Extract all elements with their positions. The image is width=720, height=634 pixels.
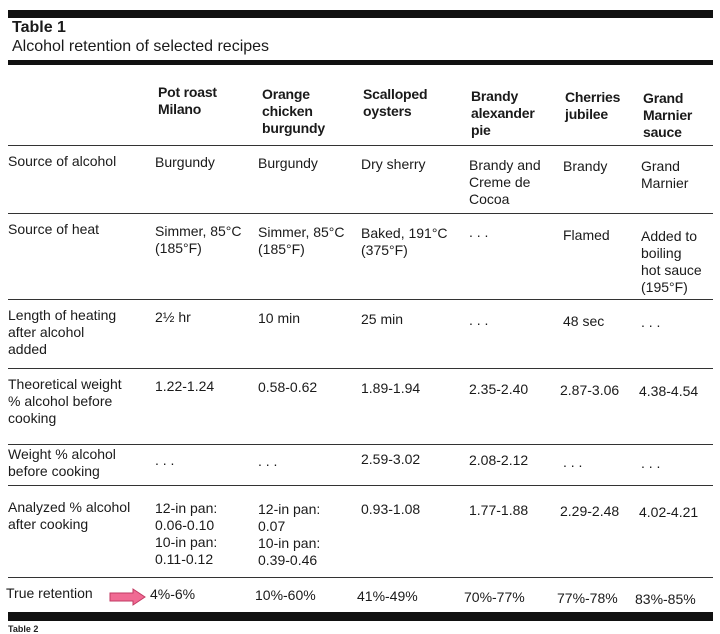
cell-source-alcohol-cherries: Brandy	[563, 158, 608, 174]
row-separator	[8, 213, 713, 214]
cell-weight-before-grand-marnier: . . .	[641, 455, 661, 471]
row-separator	[8, 368, 713, 369]
cell-theoretical-grand-marnier: 4.38-4.54	[639, 383, 699, 399]
cell-theoretical-pot-roast: 1.22-1.24	[155, 378, 215, 394]
cell-analyzed-orange-chicken: 12-in pan: 0.07 10-in pan: 0.39-0.46	[258, 501, 321, 568]
col-header-scalloped-oysters: Scalloped oysters	[363, 86, 428, 119]
cell-length-heating-orange-chicken: 10 min	[258, 310, 301, 326]
cell-source-alcohol-brandy-pie: Brandy and Creme de Cocoa	[469, 157, 541, 207]
row-label-source-alcohol: Source of alcohol	[8, 153, 117, 169]
cell-retention-pot-roast: 4%-6%	[150, 586, 196, 602]
cell-weight-before-cherries: . . .	[563, 454, 583, 470]
caption-rule	[8, 60, 713, 65]
table-caption: Alcohol retention of selected recipes	[12, 38, 270, 55]
row-label-analyzed-after: Analyzed % alcohol after cooking	[8, 499, 131, 532]
cell-retention-cherries: 77%-78%	[557, 590, 618, 606]
cell-length-heating-scalloped: 25 min	[361, 311, 404, 327]
cell-length-heating-brandy-pie: . . .	[469, 312, 489, 328]
row-separator	[8, 444, 713, 445]
cell-length-heating-pot-roast: 2½ hr	[155, 309, 191, 325]
cell-retention-grand-marnier: 83%-85%	[635, 591, 696, 607]
cell-source-alcohol-scalloped: Dry sherry	[361, 156, 426, 172]
cell-analyzed-brandy-pie: 1.77-1.88	[469, 502, 529, 518]
top-rule	[8, 10, 713, 18]
cell-weight-before-pot-roast: . . .	[155, 452, 175, 468]
cell-source-heat-grand-marnier: Added to boiling hot sauce (195°F)	[641, 228, 702, 295]
cell-analyzed-cherries: 2.29-2.48	[560, 503, 620, 519]
row-label-length-heating: Length of heating after alcohol added	[8, 307, 117, 357]
cell-retention-orange-chicken: 10%-60%	[255, 587, 316, 603]
cell-source-alcohol-grand-marnier: Grand Marnier	[641, 158, 689, 191]
cell-source-alcohol-orange-chicken: Burgundy	[258, 155, 318, 171]
cell-length-heating-cherries: 48 sec	[563, 313, 605, 329]
cell-theoretical-brandy-pie: 2.35-2.40	[469, 381, 529, 397]
row-separator	[8, 577, 713, 578]
col-header-orange-chicken: Orange chicken burgundy	[262, 86, 325, 136]
cell-source-heat-scalloped: Baked, 191°C (375°F)	[361, 225, 448, 258]
cell-source-heat-cherries: Flamed	[563, 227, 610, 243]
cell-theoretical-cherries: 2.87-3.06	[560, 382, 620, 398]
cell-length-heating-grand-marnier: . . .	[641, 314, 661, 330]
col-header-brandy-alexander: Brandy alexander pie	[471, 88, 535, 138]
cell-theoretical-orange-chicken: 0.58-0.62	[258, 379, 318, 395]
cell-analyzed-scalloped: 0.93-1.08	[361, 501, 421, 517]
col-header-pot-roast: Pot roast Milano	[158, 84, 217, 117]
cell-analyzed-pot-roast: 12-in pan: 0.06-0.10 10-in pan: 0.11-0.12	[155, 500, 218, 567]
cell-source-heat-pot-roast: Simmer, 85°C (185°F)	[155, 223, 242, 256]
table-title: Table 1	[12, 19, 66, 36]
highlight-arrow-icon	[109, 588, 147, 606]
cell-source-heat-orange-chicken: Simmer, 85°C (185°F)	[258, 224, 345, 257]
row-separator	[8, 485, 713, 486]
cell-source-alcohol-pot-roast: Burgundy	[155, 154, 215, 170]
row-label-true-retention: True retention	[6, 585, 93, 601]
col-header-cherries-jubilee: Cherries jubilee	[565, 89, 621, 122]
next-table-fragment: Table 2	[8, 624, 39, 634]
cell-analyzed-grand-marnier: 4.02-4.21	[639, 504, 699, 520]
cell-weight-before-orange-chicken: . . .	[258, 453, 278, 469]
cell-retention-scalloped: 41%-49%	[357, 588, 418, 604]
row-label-theoretical-weight: Theoretical weight % alcohol before cooking	[8, 376, 122, 426]
header-separator	[8, 145, 713, 146]
cell-theoretical-scalloped: 1.89-1.94	[361, 380, 421, 396]
cell-weight-before-scalloped: 2.59-3.02	[361, 451, 421, 467]
row-separator	[8, 299, 713, 300]
col-header-grand-marnier: Grand Marnier sauce	[643, 90, 693, 140]
row-label-weight-before: Weight % alcohol before cooking	[8, 446, 116, 479]
bottom-rule	[8, 612, 713, 621]
cell-weight-before-brandy-pie: 2.08-2.12	[469, 452, 529, 468]
cell-source-heat-brandy-pie: . . .	[469, 224, 489, 240]
cell-retention-brandy-pie: 70%-77%	[464, 589, 525, 605]
row-label-source-heat: Source of heat	[8, 221, 100, 237]
